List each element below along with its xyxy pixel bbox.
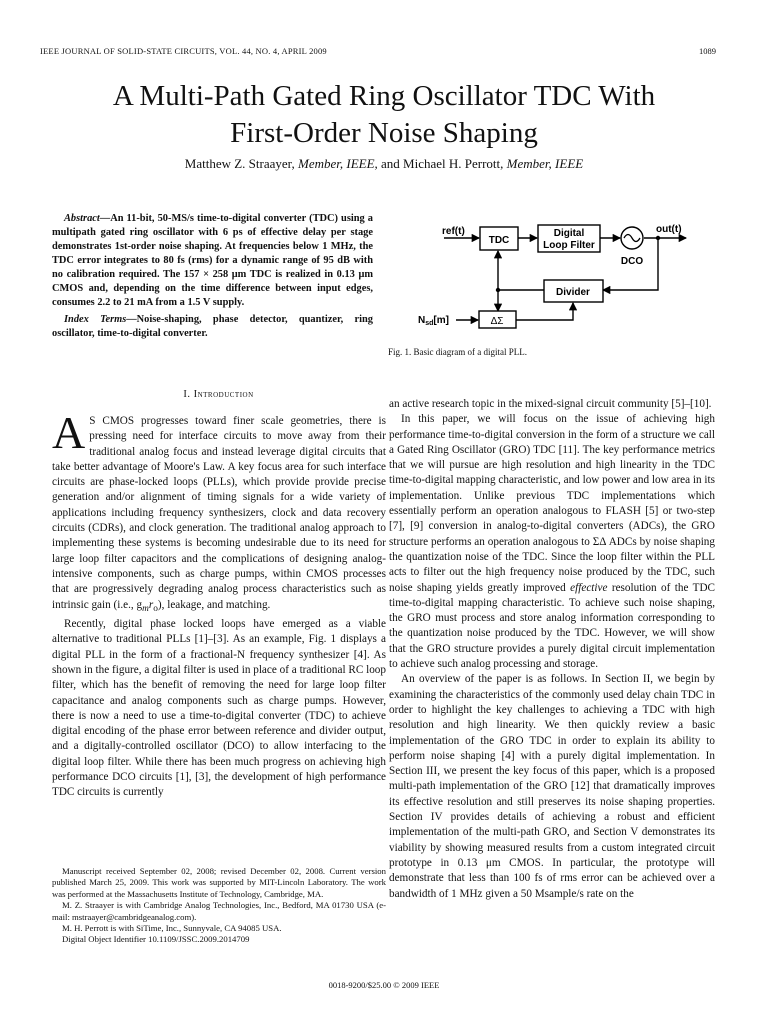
abstract-label: Abstract <box>64 213 100 224</box>
author-1-name: Matthew Z. Straayer, <box>184 156 295 171</box>
index-terms-paragraph <box>52 313 373 341</box>
filter-label-line-2: Loop Filter <box>543 240 595 251</box>
right-paragraph-2: An overview of the paper is as follows. In Section II, we begin by examining the characteristics of the commonly used delay chain TDC in order to highlight the key challenges to achieving a TDC with high resolution and high linearity. We then quickly review a basic implementation of the GRO TDC in order to explain its ability to perform noise shaping [4] with a purely digital implementation. In Section III, we present the key focus of this paper, which is a proposed multi-path implementation of the GRO [12] that dramatically improves its effective resolution and still preserves its noise shaping properties. Section IV provides details of achieving a robust and efficient implementation of the multi-path GRO, and Section V demonstrates its viability by showing measured results from a custom integrated circuit prototype in 0.13 μm CMOS. In particular, the prototype will demonstrate that less than 100 fs of rms error can be achieved over a bandwidth of 1 MHz given a 50 Msample/s rate on the <box>389 673 715 900</box>
running-header: IEEE JOURNAL OF SOLID-STATE CIRCUITS, VOL. 44, NO. 4, APRIL 2009 <box>40 46 327 56</box>
right-p1-emphasis: effective <box>570 581 608 594</box>
copyright-footer: 0018-9200/$25.00 © 2009 IEEE <box>328 980 440 990</box>
abstract-block <box>52 212 373 341</box>
section-heading <box>52 389 385 400</box>
drop-cap: A <box>52 414 86 458</box>
abstract-text: —An 11-bit, 50-MS/s time-to-digital converter (TDC) using a multipath gated ring oscillator with 6 ps of effective delay per stage demonstrates 1st-order noise shaping. At frequencies below 1 MHz, the TDC error integrates to 80 fs (rms) for a dynamic range of 95 dB with no calibration required. The 157 × 258 μm TDC is realized in 0.13 μm CMOS and, depending on the time difference between input edges, consumes 2.2 to 21 mA from a 1.5 V supply. <box>52 213 373 308</box>
nsd-label <box>418 315 449 327</box>
sigma-delta-label: ΔΣ <box>490 316 504 327</box>
title-line-1: A Multi-Path Gated Ring Oscillator TDC With <box>112 80 656 112</box>
intro-paragraph-2: Recently, digital phase locked loops have emerged as a viable alternative to traditional PLLs [1]–[3]. As an example, Fig. 1 displays a digital PLL in the form of a fractional-N frequency synthesizer [4]. As shown in the figure, a digital filter is used in place of a traditional RC loop filter, which has the benefit of removing the need for large loop filter capacitance and analog components such as charge pumps. However, there is now a need to use a time-to-digital converter (TDC) to achieve digital encoding of the phase error between reference and divider output, and a digitally-controlled oscillator (DCO) to allow interfacing to the digital loop filter. While there has been much progress on achieving high performance DCO circuits [1], [3], the development of high performance TDC circuits is currently <box>52 618 386 799</box>
author-line <box>40 156 728 172</box>
author-conjunction: and <box>381 156 400 171</box>
left-column <box>52 414 386 850</box>
pll-block-diagram <box>400 222 720 337</box>
footnote-manuscript: Manuscript received September 02, 2008; revised December 02, 2008. Current version published March 25, 2009. This work was supported by MIT-Lincoln Laboratory. The work was performed at the Massachusetts Institute of Technology, Cambridge, MA. <box>52 866 386 899</box>
footnote-doi: Digital Object Identifier 10.1109/JSSC.2009.2014709 <box>62 934 250 945</box>
nsd-main: N <box>418 315 426 326</box>
right-paragraph-0: an active research topic in the mixed-signal circuit community [5]–[10]. <box>389 398 712 410</box>
author-2-name: Michael H. Perrott, <box>403 156 504 171</box>
tdc-label: TDC <box>488 235 510 246</box>
author-2-membership: Member, IEEE <box>506 156 584 171</box>
paper-title <box>40 78 728 152</box>
divider-to-tdc-wire <box>498 251 544 290</box>
abstract-paragraph <box>52 212 373 310</box>
nsd-subscript: sd <box>425 320 434 327</box>
nsd-tail: [m] <box>433 315 449 326</box>
page-number: 1089 <box>699 46 716 56</box>
right-paragraph-1 <box>389 412 715 672</box>
title-line-2: First-Order Noise Shaping <box>230 117 538 149</box>
ro-subscript: o <box>153 603 158 614</box>
section-title: Introduction <box>193 389 254 400</box>
intro-p1-end: ), leakage, and matching. <box>157 598 271 611</box>
ref-label: ref(t) <box>442 226 465 237</box>
dco-label: DCO <box>620 256 644 267</box>
gm-subscript: m <box>142 603 149 614</box>
right-column <box>389 397 715 965</box>
filter-label-line-1: Digital <box>553 228 585 239</box>
author-1-membership: Member, IEEE, <box>297 156 378 171</box>
footnotes <box>52 866 386 946</box>
intro-paragraph-1 <box>52 414 386 617</box>
divider-label: Divider <box>556 287 590 298</box>
out-label: out(t) <box>656 224 682 235</box>
index-terms-text: —Noise-shaping, phase detector, quantizer, ring oscillator, time-to-digital converter. <box>52 314 373 339</box>
junction-dot-out <box>656 236 660 240</box>
sigma-to-divider-wire <box>516 303 573 320</box>
figure-caption: Fig. 1. Basic diagram of a digital PLL. <box>388 347 527 357</box>
footnote-author-1: M. Z. Straayer is with Cambridge Analog Technologies, Inc., Bedford, MA 01730 USA (e-mail: mstraayer@cambridgeanalog.com). <box>52 900 386 922</box>
section-numeral: I. <box>183 389 191 400</box>
intro-p1-text: S CMOS progresses toward finer scale geometries, there is pressing need for interface circuits to move away from their traditional analog focus and instead leverage digital circuits that take better advantage of Moore's Law. A key focus area for such interface circuits are phase-locked loops (PLLs), which provide provide precise generation and/or alignment of timing signals for a wide variety of applications including frequency synthesizers, clock and data recovery circuits (CDRs), and clock generation. The traditional analog approach to implementing these systems is becoming undesirable due to its need for large loop filter capacitors and the complications of designing analog-intensive components, such as charge pumps, within CMOS processes that are progressively degrading analog process characteristics such as intrinsic gain (i.e., g <box>52 415 386 611</box>
index-terms-label: Index Terms <box>64 314 127 325</box>
ro-symbol: r <box>148 598 154 611</box>
junction-dot-tdc <box>496 288 500 292</box>
right-p1-end: resolution of the TDC time-to-digital mapping characteristic. To achieve such noise shaping, the GRO must process and store analog information corresponding to the quantization noise produced by the TDC. However, we will show that the GRO structure provides a purely digital circuit implementation to achieve such analog processing and storage. <box>389 581 715 671</box>
right-p1-text: In this paper, we will focus on the issue of achieving high performance time-to-digital conversion in the form of a structure we call a Gated Ring Oscillator (GRO) TDC [11]. The key performance metrics that we will pursue are high resolution and high linearity in the TDC time-to-digital mapping characteristic, and low power and low area in its implementation. Unlike previous TDC implementations which essentially perform an operation analogous to FLASH [5] or two-step [7], [9] conversion in analog-to-digital converters (ADCs), the GRO structure performs an operation analogous to ΣΔ ADCs by noise shaping the quantization noise of the TDC. Since the loop filter within the PLL acts to filter out the high frequency noise produced by the TDC, such noise shaping yields greatly improved <box>389 413 715 594</box>
footnote-author-2: M. H. Perrott is with SiTime, Inc., Sunnyvale, CA 94085 USA. <box>62 923 282 934</box>
